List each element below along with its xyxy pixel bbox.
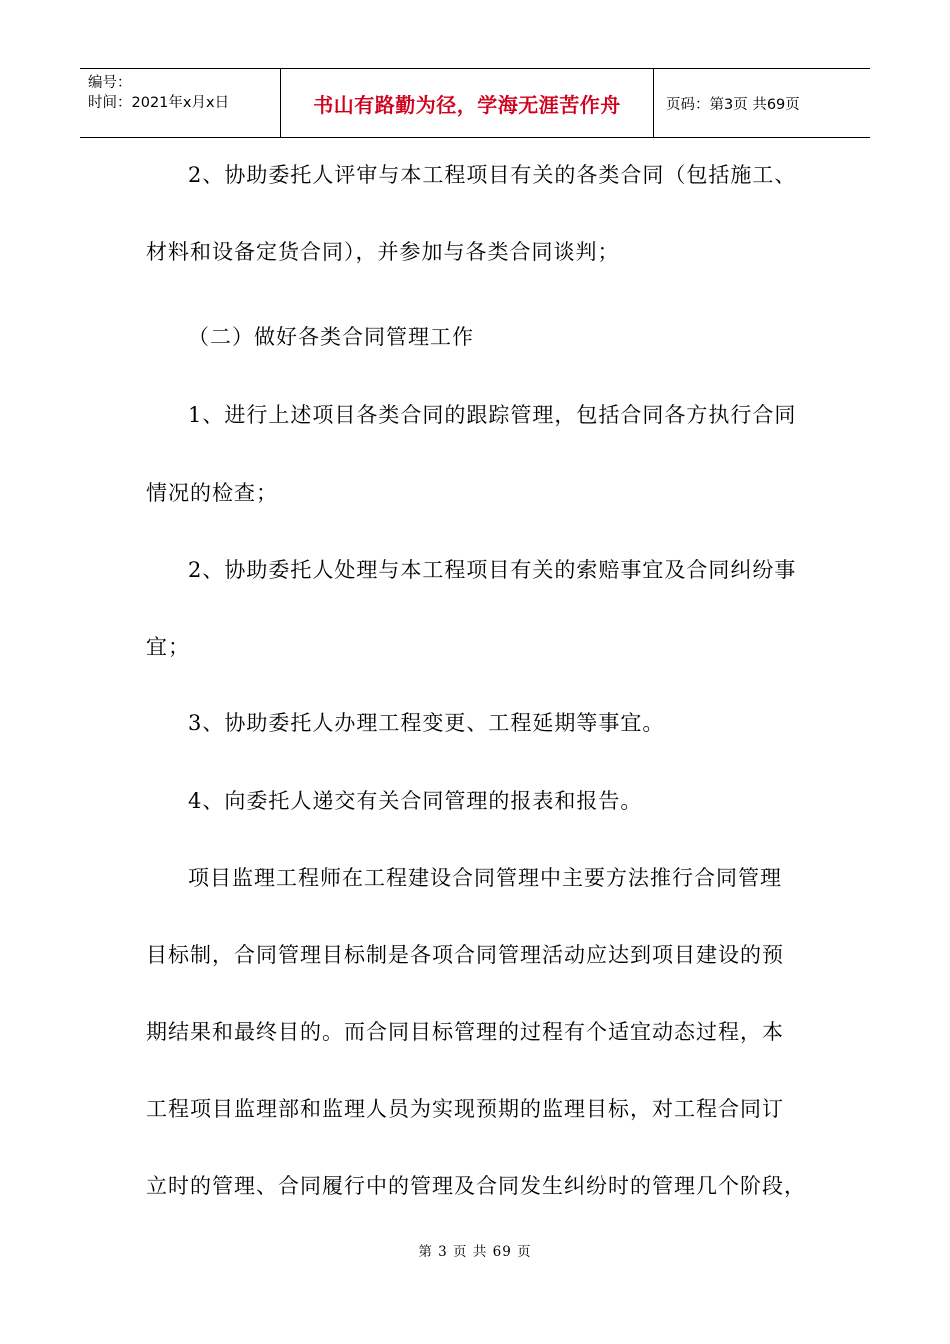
page-footer: 第 3 页 共 69 页: [418, 1244, 532, 1260]
body-line: 3、协助委托人办理工程变更、工程延期等事宜。: [188, 711, 665, 735]
header-motto-cell: [280, 69, 654, 137]
body-line: 材料和设备定货合同），并参加与各类合同谈判；: [146, 240, 620, 264]
body-line: 项目监理工程师在工程建设合同管理中主要方法推行合同管理: [188, 866, 782, 890]
header-page-info: 页码：第3页 共69页: [666, 96, 800, 113]
document-date: 时间：2021年x月x日: [88, 95, 230, 111]
body-line: 立时的管理、合同履行中的管理及合同发生纠纷时的管理几个阶段，: [146, 1174, 806, 1198]
body-line: 期结果和最终目的。而合同目标管理的过程有个适宜动态过程，本: [146, 1020, 784, 1044]
document-number-label: 编号：: [88, 75, 132, 91]
page-header: [80, 68, 870, 138]
body-line: 2、协助委托人处理与本工程项目有关的索赔事宜及合同纠纷事: [188, 558, 797, 582]
header-motto: 书山有路勤为径，学海无涯苦作舟: [313, 92, 621, 117]
section-heading: （二）做好各类合同管理工作: [188, 325, 474, 349]
body-line: 情况的检查；: [146, 481, 278, 505]
body-line: 1、进行上述项目各类合同的跟踪管理，包括合同各方执行合同: [188, 403, 797, 427]
header-meta: [80, 69, 280, 137]
body-line: 2、协助委托人评审与本工程项目有关的各类合同（包括施工、: [188, 163, 797, 187]
body-line: 工程项目监理部和监理人员为实现预期的监理目标，对工程合同订: [146, 1097, 784, 1121]
body-line: 宜；: [146, 635, 190, 659]
body-line: 4、向委托人递交有关合同管理的报表和报告。: [188, 789, 643, 813]
body-line: 目标制，合同管理目标制是各项合同管理活动应达到项目建设的预: [146, 943, 784, 967]
